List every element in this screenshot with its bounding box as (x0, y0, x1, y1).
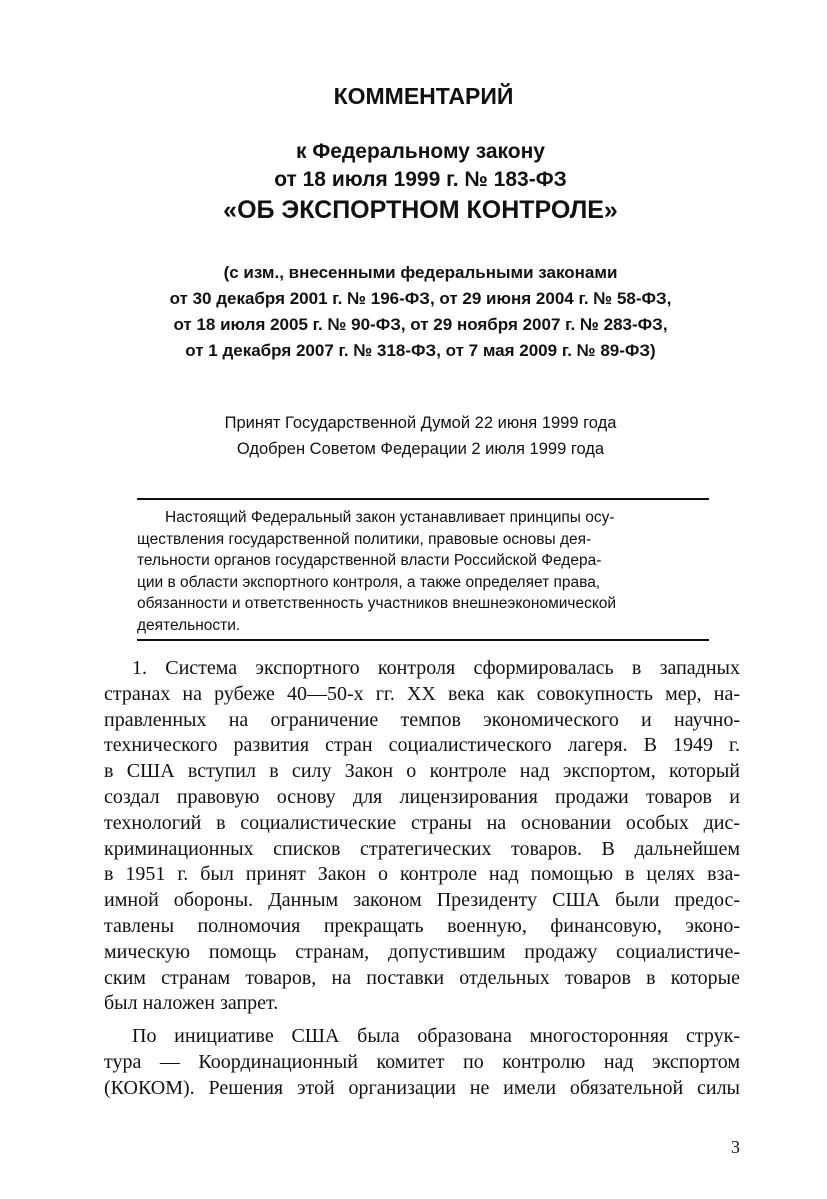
body-line: По инициативе США была образована многосторонняя струк- (132, 1025, 740, 1048)
preamble-line: ществления государственной политики, правовые основы дея- (137, 530, 592, 548)
body-line: криминационных списков стратегических товаров. В дальнейшем (104, 837, 740, 860)
preamble-line: ции в области экспортного контроля, а также определяет права, (137, 573, 601, 591)
adoption-info (0, 410, 827, 462)
preamble-line: обязанности и ответственность участников внешнеэкономической (137, 595, 617, 612)
body-line: в США вступил в силу Закон о контроле над экспортом, который (104, 760, 740, 783)
law-name: «ОБ ЭКСПОРТНОМ КОНТРОЛЕ» (223, 196, 618, 224)
body-line: имной обороны. Данным законом Президенту США были предос- (104, 889, 740, 912)
body-line: ским странам товаров, на поставки отдельных товаров в которые (104, 966, 740, 989)
body-line: мическую помощь странам, допустившим продажу социалистиче- (104, 940, 740, 963)
amendments-line: от 18 июля 2005 г. № 90-ФЗ, от 29 ноября 2007 г. № 283-ФЗ, (173, 315, 668, 334)
amendments-line: (с изм., внесенными федеральными законами (223, 263, 618, 282)
amendments-line: от 30 декабря 2001 г. № 196-ФЗ, от 29 июня 2004 г. № 58-ФЗ, (169, 289, 672, 308)
body-line: создал правовую основу для лицензирования продажи товаров и (104, 785, 740, 808)
preamble-top-rule (137, 498, 709, 500)
paragraph (104, 656, 740, 1017)
commentary-body (104, 656, 740, 1109)
body-line: (КОКОМ). Решения этой организации не имели обязательной силы (104, 1076, 740, 1099)
page-number: 3 (731, 1137, 740, 1157)
body-line: тавлены полномочия прекращать военную, финансовую, эконо- (104, 914, 740, 937)
adopted-by-duma: Принят Государственной Думой 22 июня 1999 года (224, 414, 617, 432)
body-line: технологий в социалистические страны на основании особых дис- (104, 811, 740, 834)
paragraph (104, 1024, 740, 1101)
law-heading (0, 138, 827, 226)
preamble-line: тельности органов государственной власти Российской Федера- (137, 552, 602, 569)
approved-by-council: Одобрен Советом Федерации 2 июля 1999 года (236, 440, 605, 458)
body-line: в 1951 г. был принят Закон о контроле над помощью в целях вза- (104, 863, 740, 886)
amendments-line: от 1 декабря 2007 г. № 318-ФЗ, от 7 мая 2009 г. № 89-ФЗ) (185, 341, 656, 360)
body-line: был наложен запрет. (104, 992, 279, 1015)
subtitle-line-2: от 18 июля 1999 г. № 183-ФЗ (274, 168, 567, 191)
preamble-line: Настоящий Федеральный закон устанавливает принципы осу- (165, 509, 615, 526)
body-line: правленных на ограничение темпов экономического и научно- (104, 708, 740, 731)
preamble-line: деятельности. (137, 616, 241, 634)
preamble (137, 507, 709, 636)
amendments-note (0, 260, 827, 364)
commentary-title: КОММЕНТАРИЙ (333, 83, 514, 109)
subtitle-line-1: к Федеральному закону (296, 140, 545, 163)
body-line: технического развития стран социалистического лагеря. В 1949 г. (104, 734, 740, 757)
body-line: странах на рубеже 40—50-х гг. XX века как совокупность мер, на- (104, 682, 740, 705)
preamble-bottom-rule (137, 639, 709, 641)
body-line: 1. Система экспортного контроля сформировалась в западных (132, 657, 740, 679)
body-line: тура — Координационный комитет по контролю над экспортом (104, 1050, 740, 1073)
